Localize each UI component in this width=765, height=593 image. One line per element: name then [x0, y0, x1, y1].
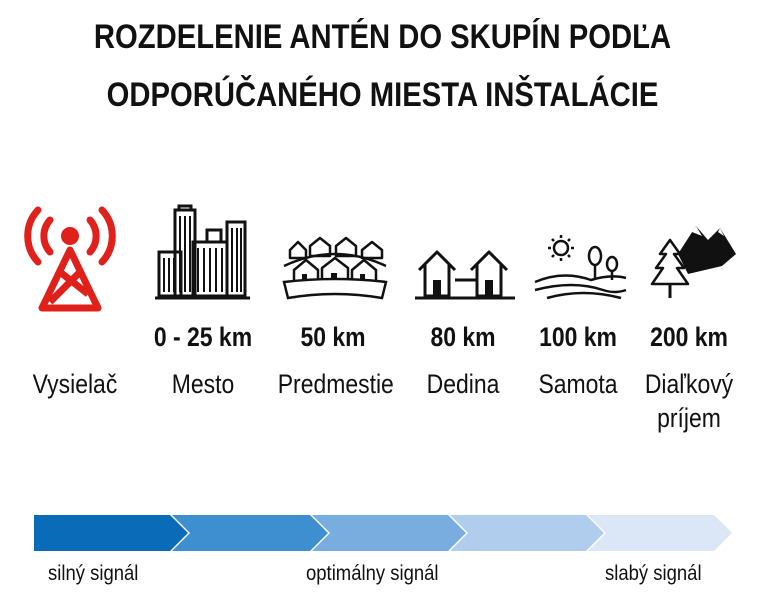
- label-village: Dedina: [426, 369, 500, 399]
- transmitter-tower-icon: [20, 202, 120, 314]
- signal-segment-2: [172, 515, 328, 551]
- signal-segment-1: [34, 515, 188, 551]
- distance-long-range: 200 km: [650, 322, 728, 352]
- label-long-range: Diaľkový príjem: [644, 369, 734, 433]
- label-transmitter: Vysielač: [32, 369, 118, 399]
- label-suburb: Predmestie: [277, 369, 394, 399]
- signal-strength-bar: [34, 515, 734, 551]
- signal-label-strong: silný signál: [48, 562, 139, 585]
- signal-label-weak: slabý signál: [605, 562, 702, 585]
- village-houses-icon: [415, 246, 515, 302]
- distance-city: 0 - 25 km: [153, 322, 253, 352]
- page-title-line-2: ODPORÚČANÉHO MIESTA INŠTALÁCIE: [106, 76, 659, 114]
- label-countryside: Samota: [538, 369, 618, 399]
- city-skyscrapers-icon: [155, 204, 250, 300]
- distance-village: 80 km: [430, 322, 496, 352]
- mountains-forest-icon: [648, 218, 738, 300]
- signal-label-optimal: optimálny signál: [306, 562, 439, 585]
- suburb-houses-icon: [280, 232, 390, 300]
- signal-segment-3: [312, 515, 466, 551]
- distance-suburb: 50 km: [300, 322, 366, 352]
- distance-countryside: 100 km: [539, 322, 617, 352]
- signal-segment-5: [588, 515, 732, 551]
- label-city: Mesto: [171, 369, 235, 399]
- countryside-sun-trees-icon: [533, 232, 628, 300]
- signal-segment-4: [450, 515, 604, 551]
- page-title-line-1: ROZDELENIE ANTÉN DO SKUPÍN PODĽA: [93, 18, 672, 56]
